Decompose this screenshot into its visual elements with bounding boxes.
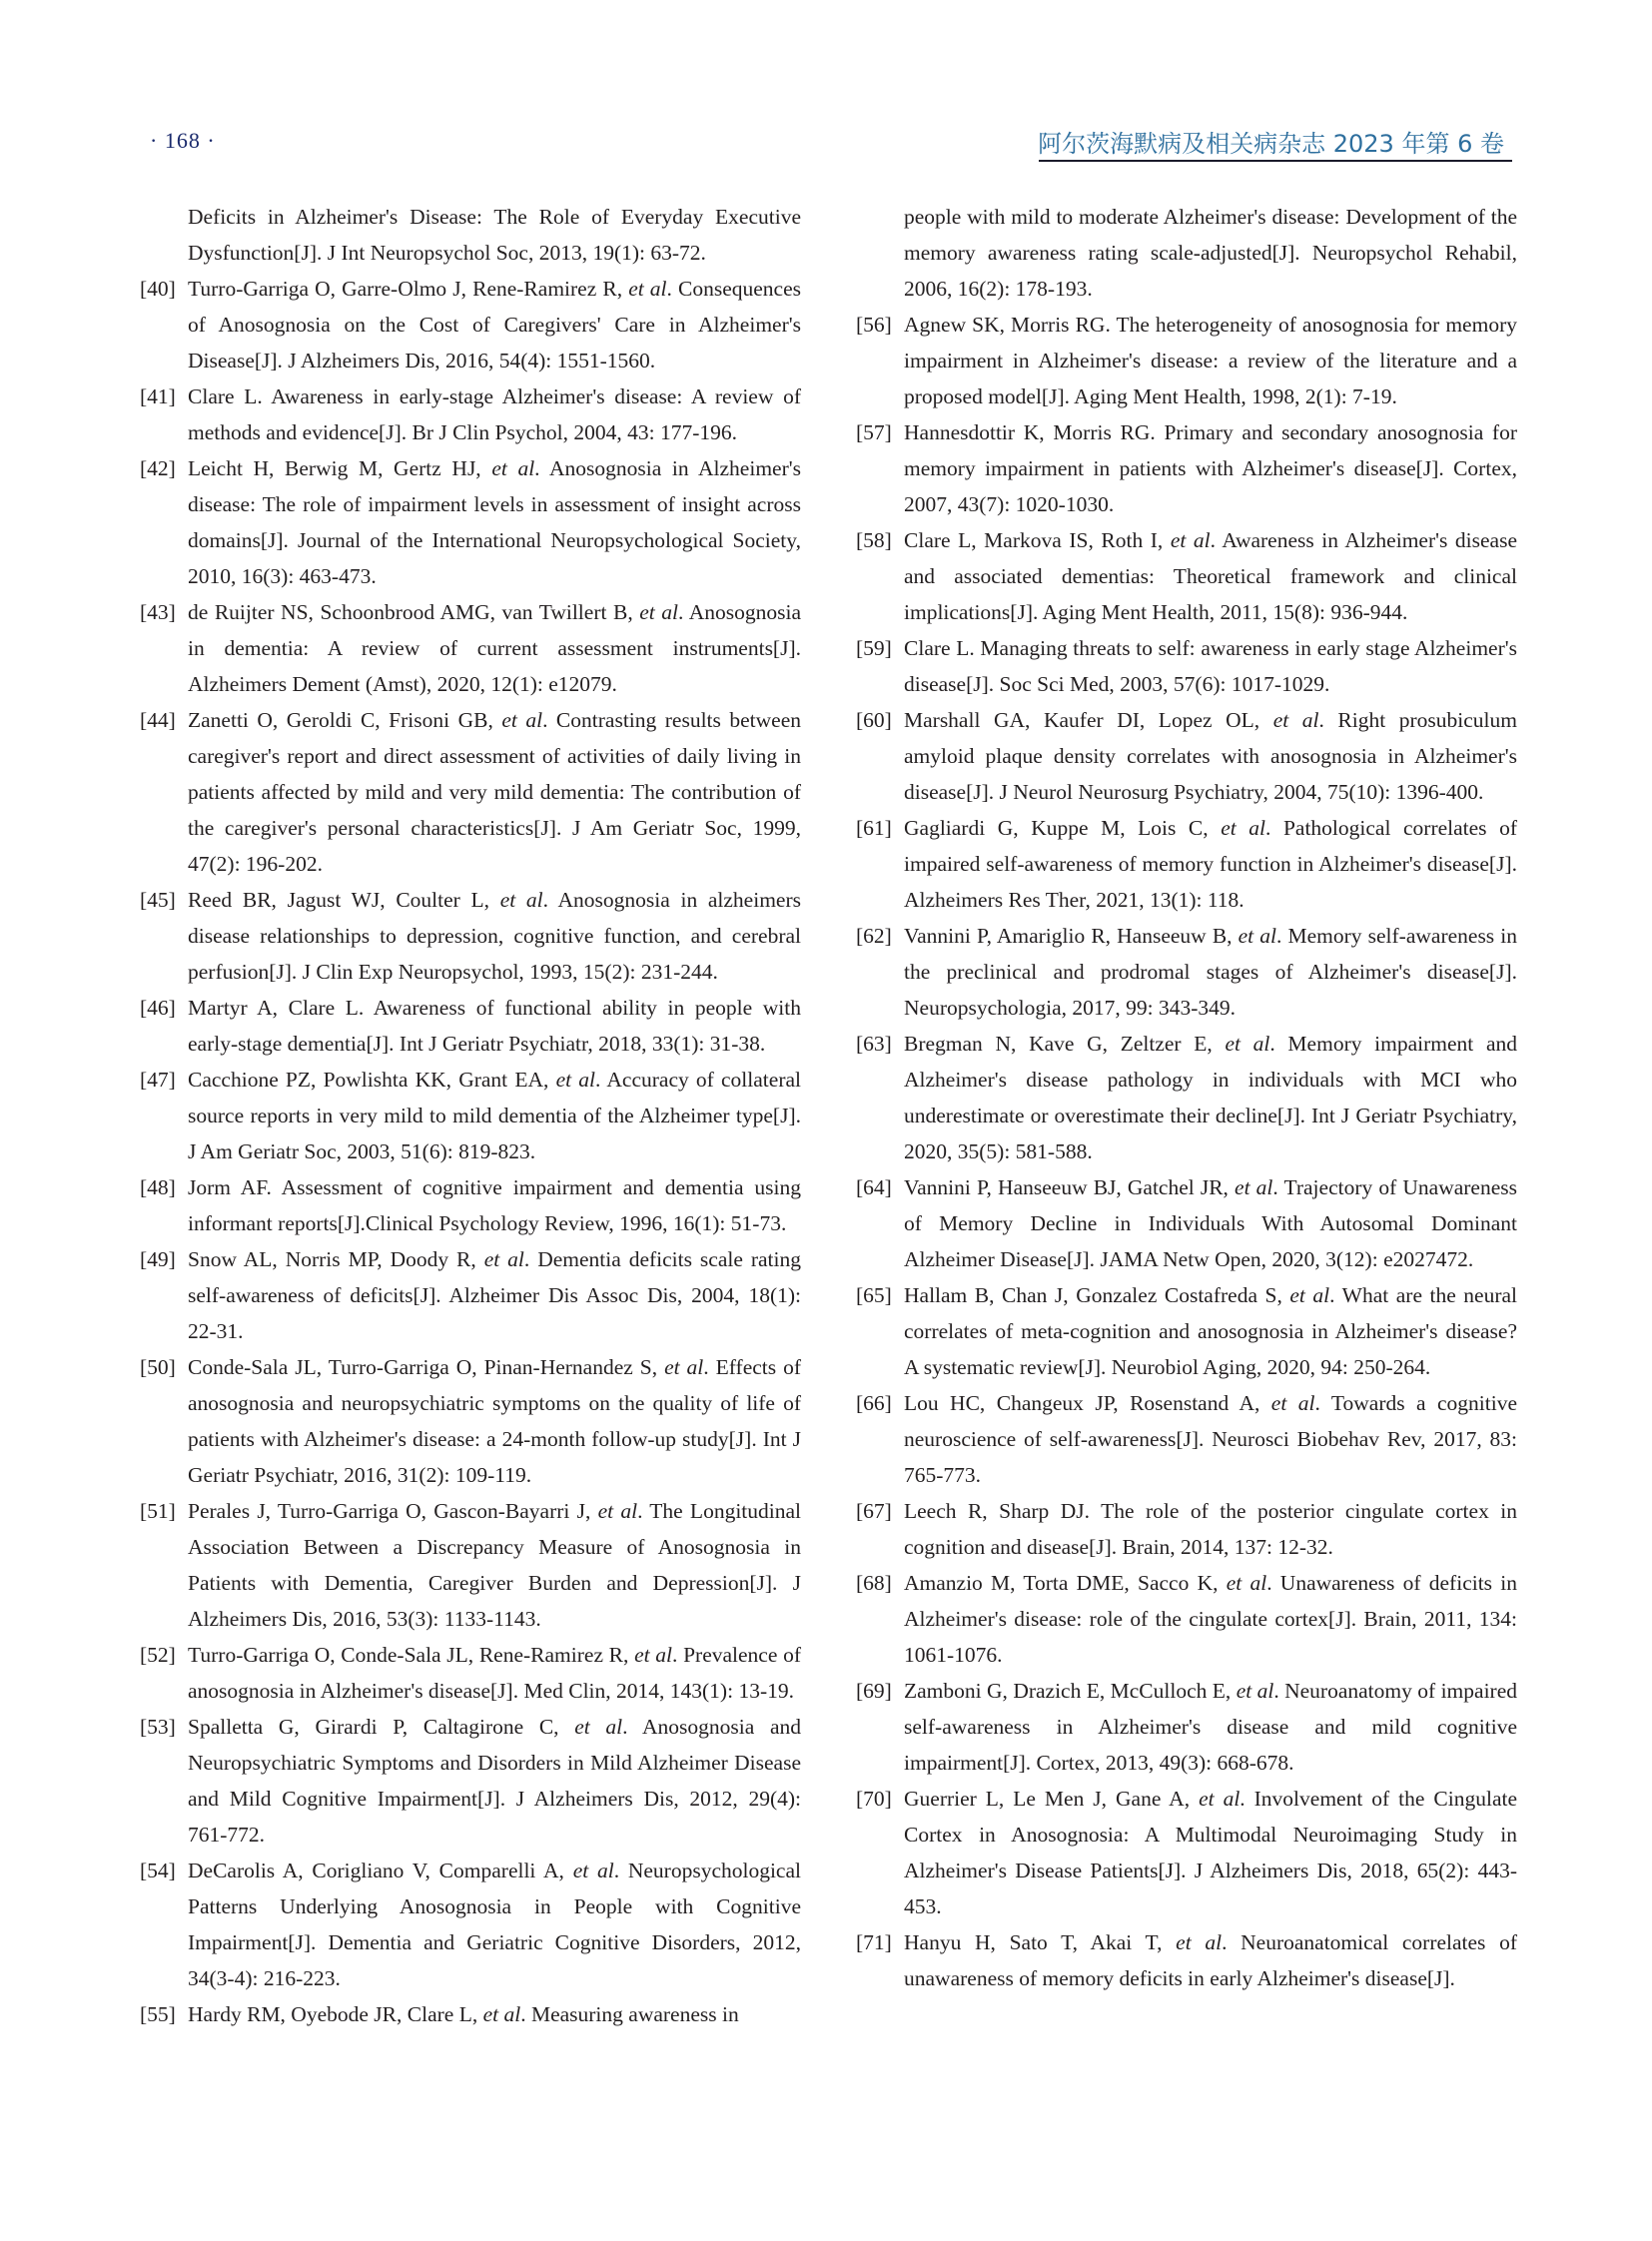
reference-item [856, 1026, 1517, 1169]
reference-details: . Measuring awareness in [520, 2002, 739, 2026]
reference-item [140, 450, 801, 594]
reference-text [904, 522, 1517, 630]
reference-item [856, 1781, 1517, 1924]
reference-authors: Cacchione PZ, Powlishta KK, Grant EA, [188, 1068, 549, 1092]
reference-details: . Anosognosia in alzheimers disease relationships to depression, cognitive function, and cerebral perfusion[J]. J Clin Exp Neuropsychol, 1993, 15(2): 231-244. [188, 888, 801, 984]
reference-text [188, 450, 801, 594]
reference-number: [45] [140, 888, 176, 912]
reference-authors: Clare L. [904, 636, 975, 660]
reference-number: [57] [856, 420, 892, 444]
reference-item [856, 414, 1517, 522]
reference-number: [65] [856, 1283, 892, 1307]
journal-header [1039, 124, 1512, 162]
reference-text [188, 1637, 801, 1709]
reference-item [140, 882, 801, 990]
reference-item [856, 1277, 1517, 1385]
reference-authors: de Ruijter NS, Schoonbrood AMG, van Twillert B, [188, 600, 633, 624]
reference-text [904, 1493, 1517, 1565]
reference-authors: Leicht H, Berwig M, Gertz HJ, [188, 456, 481, 480]
reference-text [904, 1781, 1517, 1924]
reference-number: [56] [856, 313, 892, 337]
reference-number: [52] [140, 1643, 176, 1667]
reference-item [140, 702, 801, 882]
reference-authors: Vannini P, Amariglio R, Hanseeuw B, [904, 924, 1233, 948]
reference-item [856, 630, 1517, 702]
journal-title: 阿尔茨海默病及相关病杂志 2023 年第 6 卷 [1038, 130, 1504, 158]
reference-text [188, 990, 801, 1062]
reference-details: . Trajectory of Unawareness of Memory Decline in Individuals With Autosomal Dominant Alzheimer Disease[J]. JAMA Netw Open, 2020, 3(12): e2027472. [904, 1175, 1517, 1271]
et-al: et al [1270, 1391, 1315, 1415]
reference-number: [54] [140, 1859, 176, 1882]
reference-item [140, 1637, 801, 1709]
reference-item [856, 702, 1517, 810]
left-column [140, 199, 801, 2032]
reference-authors: Hardy RM, Oyebode JR, Clare L, [188, 2002, 478, 2026]
et-al: et al [1170, 528, 1211, 552]
reference-item [140, 271, 801, 378]
reference-text [904, 630, 1517, 702]
reference-authors: Hanyu H, Sato T, Akai T, [904, 1930, 1163, 1954]
reference-text [188, 1241, 801, 1349]
reference-number: [69] [856, 1679, 892, 1703]
reference-details: . Prevalence of anosognosia in Alzheimer's disease[J]. Med Clin, 2014, 143(1): 13-19. [188, 1643, 801, 1703]
reference-authors: Clare L, Markova IS, Roth I, [904, 528, 1164, 552]
reference-authors: Conde-Sala JL, Turro-Garriga O, Pinan-Hernandez S, [188, 1355, 658, 1379]
reference-details: . Neuroanatomical correlates of unawareness of memory deficits in early Alzheimer's disease[J]. [904, 1930, 1518, 1990]
reference-details: Managing threats to self: awareness in early stage Alzheimer's disease[J]. Soc Sci Med, 2003, 57(6): 1017-1029. [904, 636, 1517, 696]
reference-authors: Zamboni G, Drazich E, McCulloch E, [904, 1679, 1232, 1703]
reference-number: [48] [140, 1175, 176, 1199]
reference-item [140, 1493, 801, 1637]
reference-item [140, 1996, 801, 2032]
reference-details: . Dementia deficits scale rating self-awareness of deficits[J]. Alzheimer Dis Assoc Dis, 2004, 18(1): 22-31. [188, 1247, 801, 1343]
reference-continuation: people with mild to moderate Alzheimer's disease: Development of the memory awareness rating scale-adjusted[J]. Neuropsychol Rehabil, 2006, 16(2): 178-193. [904, 205, 1517, 301]
page-number: · 168 · [150, 128, 216, 153]
reference-authors: Clare L. [188, 384, 263, 408]
reference-text [904, 810, 1517, 918]
reference-number: [55] [140, 2002, 176, 2026]
reference-details: Primary and secondary anosognosia for memory impairment in patients with Alzheimer's disease[J]. Cortex, 2007, 43(7): 1020-1030. [904, 420, 1518, 516]
reference-authors: Zanetti O, Geroldi C, Frisoni GB, [188, 708, 493, 732]
reference-number: [51] [140, 1499, 176, 1523]
et-al: et al [628, 277, 667, 301]
reference-details: . Memory impairment and Alzheimer's disease pathology in individuals with MCI who underestimate or overestimate their decline[J]. Int J Geriatr Psychiatry, 2020, 35(5): 581-588. [904, 1032, 1517, 1163]
et-al: et al [574, 1715, 623, 1739]
reference-item [140, 594, 801, 702]
reference-item [856, 1493, 1517, 1565]
reference-text [188, 882, 801, 990]
reference-list [856, 307, 1517, 1996]
reference-authors: DeCarolis A, Corigliano V, Comparelli A, [188, 1859, 564, 1882]
et-al: et al [482, 2002, 521, 2026]
reference-text [904, 702, 1517, 810]
reference-continuation: Deficits in Alzheimer's Disease: The Role of Everyday Executive Dysfunction[J]. J Int Neuropsychol Soc, 2013, 19(1): 63-72. [188, 205, 801, 265]
et-al: et al [1221, 816, 1266, 840]
reference-details: . Contrasting results between caregiver's report and direct assessment of activities of daily living in patients affected by mild and very mild dementia: The contribution of the caregiver's personal characteristics[J]. J Am Geriatr Soc, 1999, 47(2): 196-202. [188, 708, 802, 876]
reference-details: . Anosognosia and Neuropsychiatric Symptoms and Disorders in Mild Alzheimer Disease and Mild Cognitive Impairment[J]. J Alzheimers Dis, 2012, 29(4): 761-772. [188, 1715, 801, 1847]
reference-number: [70] [856, 1787, 892, 1811]
reference-details: . Right prosubiculum amyloid plaque density correlates with anosognosia in Alzheimer's disease[J]. J Neurol Neurosurg Psychiatry, 2004, 75(10): 1396-400. [904, 708, 1517, 804]
reference-details: . Neuropsychological Patterns Underlying Anosognosia in People with Cognitive Impairment[J]. Dementia and Geriatric Cognitive Disorders, 2012, 34(3-4): 216-223. [188, 1859, 801, 1990]
et-al: et al [639, 600, 679, 624]
reference-authors: Lou HC, Changeux JP, Rosenstand A, [904, 1391, 1260, 1415]
et-al: et al [1289, 1283, 1330, 1307]
reference-number: [71] [856, 1930, 892, 1954]
reference-details: . Neuroanatomy of impaired self-awareness in Alzheimer's disease and mild cognitive impairment[J]. Cortex, 2013, 49(3): 668-678. [904, 1679, 1517, 1775]
reference-text [904, 1169, 1517, 1277]
reference-authors: Guerrier L, Le Men J, Gane A, [904, 1787, 1191, 1811]
reference-authors: Snow AL, Norris MP, Doody R, [188, 1247, 476, 1271]
reference-number: [42] [140, 456, 176, 480]
reference-authors: Turro-Garriga O, Garre-Olmo J, Rene-Ramirez R, [188, 277, 623, 301]
reference-details: . Effects of anosognosia and neuropsychiatric symptoms on the quality of life of patients with Alzheimer's disease: a 24-month follow-up study[J]. Int J Geriatr Psychiatr, 2016, 31(2): 109-119. [188, 1355, 802, 1487]
reference-text [188, 1169, 801, 1241]
reference-text [904, 918, 1517, 1026]
reference-number: [62] [856, 924, 892, 948]
reference-details: Assessment of cognitive impairment and dementia using informant reports[J].Clinical Psychology Review, 1996, 16(1): 51-73. [188, 1175, 801, 1235]
reference-details: . Anosognosia in dementia: A review of current assessment instruments[J]. Alzheimers Dement (Amst), 2020, 12(1): e12079. [188, 600, 802, 696]
reference-authors: Martyr A, Clare L. [188, 996, 365, 1020]
reference-number: [44] [140, 708, 176, 732]
reference-details: . Pathological correlates of impaired self-awareness of memory function in Alzheimer's disease[J]. Alzheimers Res Ther, 2021, 13(1): 118. [904, 816, 1518, 912]
reference-item [140, 1709, 801, 1853]
reference-authors: Agnew SK, Morris RG. [904, 313, 1111, 337]
reference-number: [58] [856, 528, 892, 552]
reference-authors: Spalletta G, Girardi P, Caltagirone C, [188, 1715, 559, 1739]
et-al: et al [597, 1499, 638, 1523]
et-al: et al [501, 708, 543, 732]
reference-number: [61] [856, 816, 892, 840]
reference-text [904, 1924, 1517, 1996]
reference-authors: Amanzio M, Torta DME, Sacco K, [904, 1571, 1219, 1595]
reference-text [904, 1385, 1517, 1493]
reference-number: [53] [140, 1715, 176, 1739]
et-al: et al [1199, 1787, 1240, 1811]
et-al: et al [1235, 1175, 1273, 1199]
et-al: et al [555, 1068, 595, 1092]
reference-item [856, 918, 1517, 1026]
reference-text [188, 1062, 801, 1169]
reference-number: [66] [856, 1391, 892, 1415]
et-al: et al [572, 1859, 614, 1882]
reference-item [140, 1169, 801, 1241]
reference-details: . Involvement of the Cingulate Cortex in Anosognosia: A Multimodal Neuroimaging Study in Alzheimer's Disease Patients[J]. J Alzheimers Dis, 2018, 65(2): 443-453. [904, 1787, 1518, 1918]
reference-authors: Bregman N, Kave G, Zeltzer E, [904, 1032, 1213, 1056]
reference-authors: Marshall GA, Kaufer DI, Lopez OL, [904, 708, 1260, 732]
et-al: et al [483, 1247, 524, 1271]
reference-authors: Turro-Garriga O, Conde-Sala JL, Rene-Ramirez R, [188, 1643, 629, 1667]
reference-item [856, 1385, 1517, 1493]
reference-authors: Reed BR, Jagust WJ, Coulter L, [188, 888, 490, 912]
et-al: et al [634, 1643, 673, 1667]
reference-number: [40] [140, 277, 176, 301]
reference-details: . Anosognosia in Alzheimer's disease: The role of impairment levels in assessment of insight across domains[J]. Journal of the International Neuropsychological Society, 2010, 16(3): 463-473. [188, 456, 801, 588]
reference-text [188, 378, 801, 450]
reference-item [140, 990, 801, 1062]
reference-details: . Unawareness of deficits in Alzheimer's disease: role of the cingulate cortex[J]. Brain, 2011, 134: 1061-1076. [904, 1571, 1517, 1667]
et-al: et al [1225, 1032, 1270, 1056]
reference-number: [67] [856, 1499, 892, 1523]
reference-number: [46] [140, 996, 176, 1020]
reference-details: . Towards a cognitive neuroscience of self-awareness[J]. Neurosci Biobehav Rev, 2017, 83: 765-773. [904, 1391, 1518, 1487]
reference-text [188, 594, 801, 702]
reference-text [188, 702, 801, 882]
reference-authors: Perales J, Turro-Garriga O, Gascon-Bayarri J, [188, 1499, 591, 1523]
reference-authors: Leech R, Sharp DJ. [904, 1499, 1091, 1523]
reference-text [188, 1853, 801, 1996]
reference-number: [43] [140, 600, 176, 624]
reference-item [856, 1565, 1517, 1673]
et-al: et al [491, 456, 535, 480]
reference-text [188, 1493, 801, 1637]
reference-item [856, 1673, 1517, 1781]
reference-item [856, 1924, 1517, 1996]
reference-number: [64] [856, 1175, 892, 1199]
reference-item [856, 307, 1517, 414]
reference-details: Awareness in early-stage Alzheimer's disease: A review of methods and evidence[J]. Br J Clin Psychol, 2004, 43: 177-196. [188, 384, 801, 444]
reference-item [856, 522, 1517, 630]
et-al: et al [1236, 1679, 1274, 1703]
reference-number: [41] [140, 384, 176, 408]
reference-details: The heterogeneity of anosognosia for memory impairment in Alzheimer's disease: a review of the literature and a proposed model[J]. Aging Ment Health, 1998, 2(1): 7-19. [904, 313, 1517, 408]
reference-number: [60] [856, 708, 892, 732]
reference-details: . Consequences of Anosognosia on the Cost of Caregivers' Care in Alzheimer's Disease[J]. J Alzheimers Dis, 2016, 54(4): 1551-1560. [188, 277, 801, 373]
reference-authors: Gagliardi G, Kuppe M, Lois C, [904, 816, 1209, 840]
reference-details: Awareness of functional ability in people with early-stage dementia[J]. Int J Geriatr Psychiatr, 2018, 33(1): 31-38. [188, 996, 801, 1056]
reference-item [140, 1853, 801, 1996]
reference-details: . Accuracy of collateral source reports in very mild to mild dementia of the Alzheimer type[J]. J Am Geriatr Soc, 2003, 51(6): 819-823. [188, 1068, 801, 1163]
reference-item [140, 1349, 801, 1493]
reference-authors: Jorm AF. [188, 1175, 272, 1199]
reference-details: The role of the posterior cingulate cortex in cognition and disease[J]. Brain, 2014, 137: 12-32. [904, 1499, 1517, 1559]
reference-details: . The Longitudinal Association Between a Discrepancy Measure of Anosognosia in Patients with Dementia, Caregiver Burden and Depression[J]. J Alzheimers Dis, 2016, 53(3): 1133-1143. [188, 1499, 802, 1631]
reference-text [188, 1349, 801, 1493]
et-al: et al [1272, 708, 1319, 732]
reference-text [188, 1709, 801, 1853]
reference-details: . Awareness in Alzheimer's disease and associated dementias: Theoretical framework and clinical implications[J]. Aging Ment Health, 2011, 15(8): 936-944. [904, 528, 1518, 624]
reference-number: [68] [856, 1571, 892, 1595]
reference-number: [49] [140, 1247, 176, 1271]
reference-list [140, 271, 801, 2032]
reference-text [904, 307, 1517, 414]
reference-text [904, 1565, 1517, 1673]
reference-item [856, 810, 1517, 918]
reference-number: [59] [856, 636, 892, 660]
right-column [856, 199, 1517, 1996]
reference-number: [47] [140, 1068, 176, 1092]
reference-item [140, 378, 801, 450]
reference-text [904, 414, 1517, 522]
et-al: et al [664, 1355, 704, 1379]
reference-item [856, 1169, 1517, 1277]
reference-authors: Hallam B, Chan J, Gonzalez Costafreda S, [904, 1283, 1282, 1307]
reference-authors: Hannesdottir K, Morris RG. [904, 420, 1156, 444]
reference-authors: Vannini P, Hanseeuw BJ, Gatchel JR, [904, 1175, 1229, 1199]
reference-text [904, 1026, 1517, 1169]
et-al: et al [1226, 1571, 1267, 1595]
reference-text [904, 1673, 1517, 1781]
reference-text [188, 1996, 801, 2032]
et-al: et al [1176, 1930, 1223, 1954]
reference-number: [50] [140, 1355, 176, 1379]
reference-details: . What are the neural correlates of meta-cognition and anosognosia in Alzheimer's disease? A systematic review[J]. Neurobiol Aging, 2020, 94: 250-264. [904, 1283, 1517, 1379]
reference-item [140, 1241, 801, 1349]
et-al: et al [1238, 924, 1276, 948]
reference-item [140, 1062, 801, 1169]
reference-text [188, 271, 801, 378]
reference-text [904, 1277, 1517, 1385]
reference-details: . Memory self-awareness in the preclinical and prodromal stages of Alzheimer's disease[J]. Neuropsychologia, 2017, 99: 343-349. [904, 924, 1518, 1020]
et-al: et al [499, 888, 543, 912]
reference-number: [63] [856, 1032, 892, 1056]
